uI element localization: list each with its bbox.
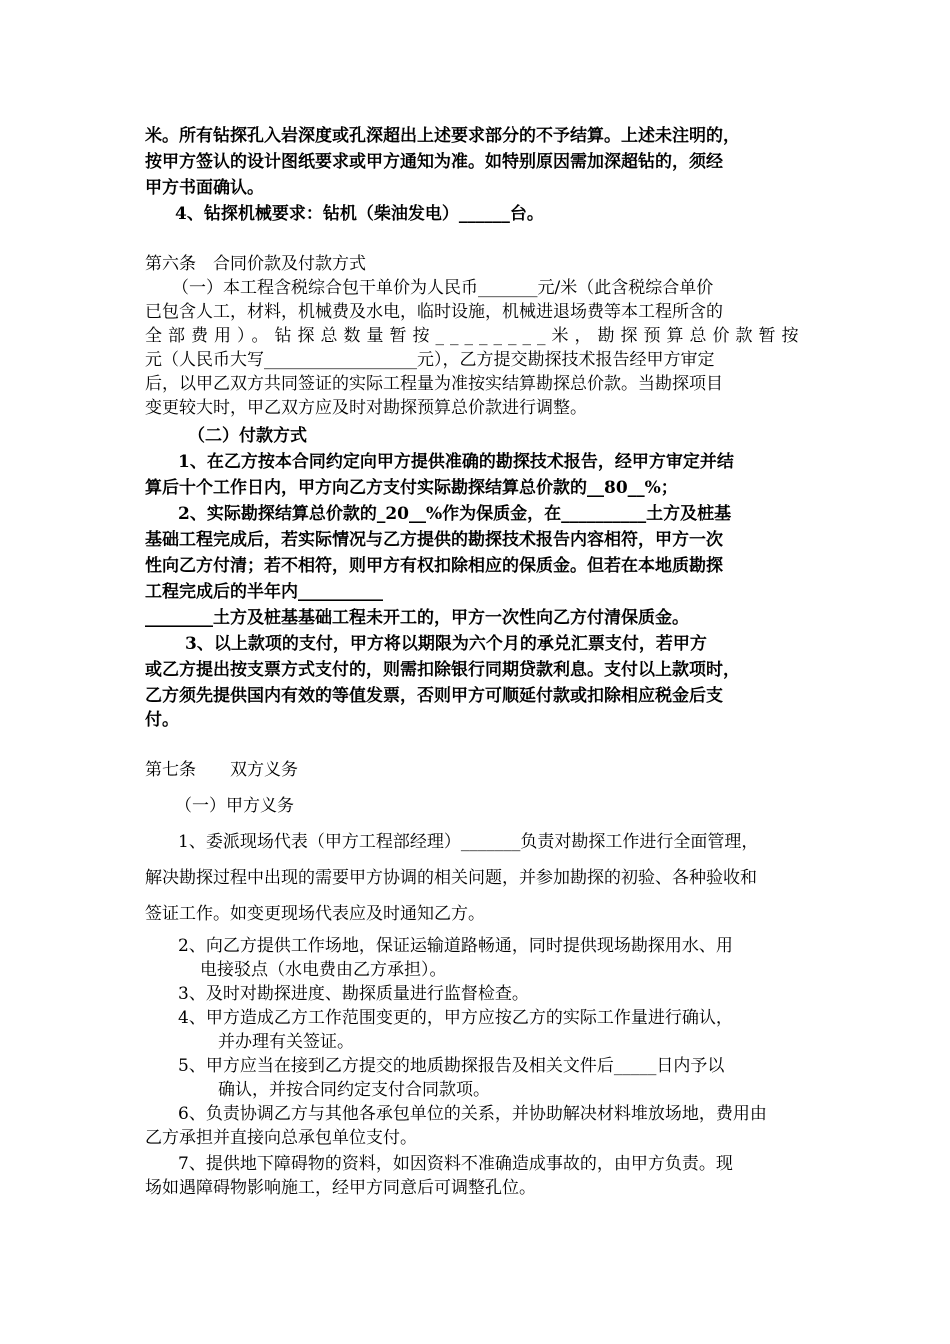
obligation-line: 签证工作。如变更现场代表应及时通知乙方。 bbox=[145, 904, 485, 924]
price-clause-line: 后，以甲乙双方共同签证的实际工程量为准按实结算勘探总价款。当勘探项目 bbox=[145, 374, 723, 394]
obligation-line: 4、甲方造成乙方工作范围变更的，甲方应按乙方的实际工作量进行确认， bbox=[178, 1008, 733, 1028]
obligation-line: 7、提供地下障碍物的资料，如因资料不准确造成事故的，由甲方负责。现 bbox=[178, 1154, 733, 1174]
payment-clause-line: 乙方须先提供国内有效的等值发票，否则甲方可顺延付款或扣除相应税金后支 bbox=[145, 686, 723, 706]
payment-clause-line: 2、实际勘探结算总价款的_20__%作为保质金，在__________土方及桩基 bbox=[178, 504, 732, 524]
party-a-obligations-heading: （一）甲方义务 bbox=[175, 796, 294, 816]
payment-clause-line: 或乙方提出按支票方式支付的，则需扣除银行同期贷款利息。支付以上款项时， bbox=[145, 660, 740, 680]
price-clause-line: 已包含人工，材料，机械费及水电，临时设施，机械进退场费等本工程所含的 bbox=[145, 302, 723, 322]
clause-line: 米。所有钻探孔入岩深度或孔深超出上述要求部分的不予结算。上述未注明的， bbox=[145, 126, 740, 146]
payment-clause-line: 算后十个工作日内，甲方向乙方支付实际勘探结算总价款的__80__%； bbox=[145, 478, 678, 498]
article-7-heading: 第七条 双方义务 bbox=[145, 760, 298, 780]
clause-line: 按甲方签认的设计图纸要求或甲方通知为准。如特别原因需加深超钻的，须经 bbox=[145, 152, 723, 172]
payment-clause-line: ________土方及桩基基础工程未开工的，甲方一次性向乙方付清保质金。 bbox=[145, 608, 689, 628]
obligation-line: 并办理有关签证。 bbox=[218, 1032, 354, 1052]
obligation-line: 1、委派现场代表（甲方工程部经理）_______负责对勘探工作进行全面管理， bbox=[178, 832, 759, 852]
drilling-equipment-requirement: 4、钻探机械要求：钻机（柴油发电）______台。 bbox=[175, 204, 544, 224]
payment-clause-line: 3、以上款项的支付，甲方将以期限为六个月的承兑汇票支付，若甲方 bbox=[185, 634, 707, 654]
price-clause-line: 全部费用）。钻探总数量暂按________米，勘探预算总价款暂按 bbox=[145, 326, 805, 346]
price-clause-line: 变更较大时，甲乙双方应及时对勘探预算总价款进行调整。 bbox=[145, 398, 587, 418]
payment-clause-line: 1、在乙方按本合同约定向甲方提供准确的勘探技术报告，经甲方审定并结 bbox=[178, 452, 734, 472]
obligation-line: 2、向乙方提供工作场地，保证运输道路畅通，同时提供现场勘探用水、用 bbox=[178, 936, 733, 956]
obligation-line: 乙方承担并直接向总承包单位支付。 bbox=[145, 1128, 417, 1148]
obligation-line: 电接驳点（水电费由乙方承担）。 bbox=[200, 960, 447, 980]
article-6-heading: 第六条 合同价款及付款方式 bbox=[145, 254, 366, 274]
payment-clause-line: 工程完成后的半年内__________ bbox=[145, 582, 383, 602]
obligation-line: 5、甲方应当在接到乙方提交的地质勘探报告及相关文件后_____日内予以 bbox=[178, 1056, 725, 1076]
obligation-line: 3、及时对勘探进度、勘探质量进行监督检查。 bbox=[178, 984, 529, 1004]
price-clause-line: （一）本工程含税综合包干单价为人民币_______元/米（此含税综合单价 bbox=[172, 278, 714, 298]
price-clause-line: 元（人民币大写__________________元），乙方提交勘探技术报告经甲方审定 bbox=[145, 350, 715, 370]
payment-clause-line: 基础工程完成后，若实际情况与乙方提供的勘探技术报告内容相符，甲方一次 bbox=[145, 530, 723, 550]
obligation-line: 确认，并按合同约定支付合同款项。 bbox=[218, 1080, 490, 1100]
obligation-line: 6、负责协调乙方与其他各承包单位的关系，并协助解决材料堆放场地，费用由 bbox=[178, 1104, 767, 1124]
payment-clause-line: 性向乙方付清；若不相符，则甲方有权扣除相应的保质金。但若在本地质勘探 bbox=[145, 556, 723, 576]
payment-method-heading: （二）付款方式 bbox=[188, 426, 307, 446]
obligation-line: 场如遇障碍物影响施工，经甲方同意后可调整孔位。 bbox=[145, 1178, 536, 1198]
obligation-line: 解决勘探过程中出现的需要甲方协调的相关问题，并参加勘探的初验、各种验收和 bbox=[145, 868, 757, 888]
payment-clause-line: 付。 bbox=[145, 710, 179, 730]
clause-line: 甲方书面确认。 bbox=[145, 178, 264, 198]
